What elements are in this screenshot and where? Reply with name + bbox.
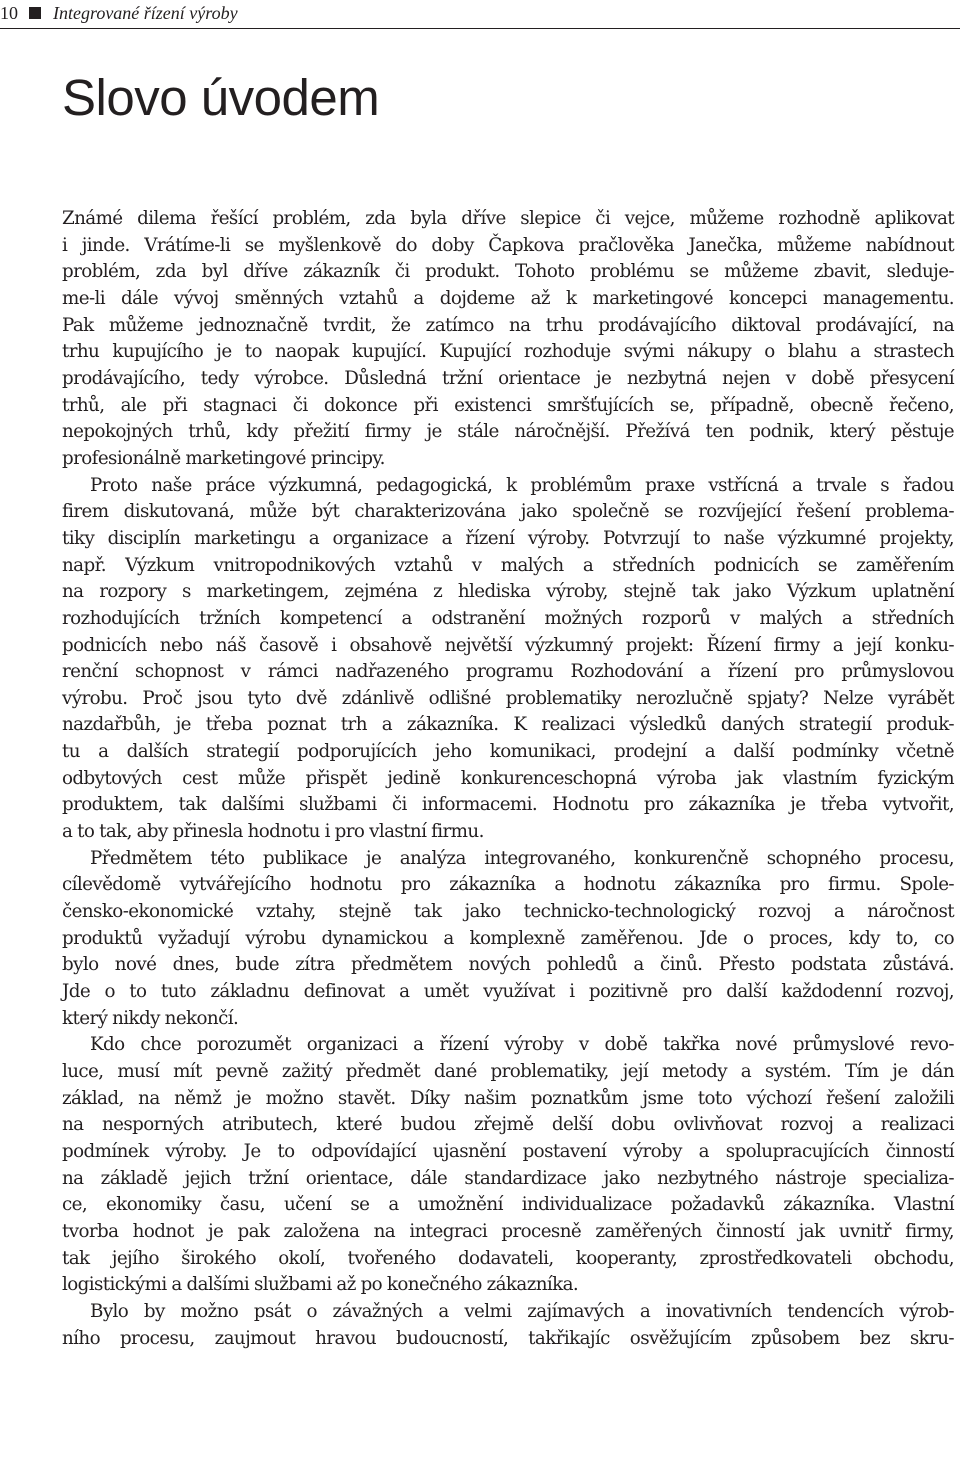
text-line: prodávajícího, tedy výrobce. Důsledná tržní orientace je nezbytná nejen v době přesycení [62, 367, 954, 389]
text-line: cílevědomě vytvářejícího hodnotu pro zákazníka a hodnotu zákazníka pro firmu. Spole- [62, 874, 954, 896]
text-line: ního procesu, zaujmout hravou budoucností, takřikajíc osvěžujícím způsobem bez skru- [62, 1327, 954, 1349]
text-line: podnicích nebo náš časově i obsahově největší výzkumný projekt: Řízení firmy a její konku- [62, 634, 954, 656]
text-line: rozhodujících tržních kompetencí a odstranění možných rozporů v malých a středních [62, 607, 954, 629]
text-line: bylo nové dnes, bude zítra předmětem nových pohledů a činů. Přesto podstata zůstává. [62, 954, 954, 976]
chapter-title: Slovo úvodem [62, 69, 380, 126]
text-line: nazdařbůh, je třeba poznat trh a zákazníka. K realizaci výsledků daných strategií produk- [62, 714, 954, 736]
text-line: např. Výzkum vnitropodnikových vztahů v malých a středních podnicích se zaměřením [62, 554, 954, 576]
text-line: profesionálně marketingové principy. [62, 447, 385, 469]
text-line: který nikdy nekončí. [62, 1007, 239, 1029]
text-line: Předmětem této publikace je analýza integrovaného, konkurenčně schopného procesu, [90, 847, 954, 869]
text-line: firem diskutovaná, může být charakterizována jako společně se rozvíjející řešení problema- [62, 501, 954, 523]
text-line: i jinde. Vrátíme-li se myšlenkově do doby Čapkova pračlověka Janečka, můžeme nabídnout [62, 234, 954, 256]
text-line: logistickými a dalšími službami až po konečného zákazníka. [62, 1274, 579, 1296]
text-line: Kdo chce porozumět organizaci a řízení výroby v době takřka nové průmyslové revo- [90, 1034, 954, 1056]
text-line: trhu kupujícího je to naopak kupující. Kupující rozhoduje svými nákupy o blahu a strastech [62, 341, 954, 363]
text-line: me-li dále vývoj směnných vztahů a dojdeme až k marketingové koncepci managementu. [62, 287, 954, 309]
running-header-title: Integrované řízení výroby [53, 3, 238, 23]
running-header [0, 0, 960, 26]
text-line: nepokojných trhů, kdy přežití firmy je stále náročnější. Přežívá ten podnik, který pěstuje [62, 421, 954, 443]
text-line: ce, ekonomiky času, učení se a umožnění individualizace požadavků zákazníka. Vlastní [62, 1194, 954, 1216]
header-rule [0, 28, 960, 29]
text-line: čensko-ekonomické vztahy, stejně tak jako technicko-technologický rozvoj a náročnost [62, 901, 954, 923]
text-line: a to tak, aby přinesla hodnotu i pro vlastní firmu. [62, 821, 484, 843]
body-text [62, 206, 954, 1352]
text-line: produktem, tak dalšími službami či informacemi. Hodnotu pro zákazníka je třeba vytvořit, [62, 794, 954, 816]
text-line: podmínek výroby. Je to odpovídající ujasnění postavení výroby a spolupracujících činností [62, 1140, 954, 1162]
text-line: Bylo by možno psát o závažných a velmi zajímavých a inovativních tendencích výrob- [90, 1300, 954, 1322]
text-line: Pak můžeme jednoznačně tvrdit, že zatímco na trhu prodávajícího diktoval prodávající, na [62, 314, 954, 336]
text-line: trhů, ale při stagnaci či dokonce při existenci smršťujících se, případně, obecně řečeno, [62, 394, 954, 416]
text-line: produktů vyžadují výrobu dynamickou a komplexně zaměřenou. Jde o proces, kdy to, co [62, 927, 954, 949]
text-line: Známé dilema řešící problém, zda byla dříve slepice či vejce, můžeme rozhodně aplikovat [62, 208, 954, 229]
text-line: na rozpory s marketingem, zejména z hlediska výroby, stejně tak jako Výzkum uplatnění [62, 581, 954, 603]
text-line: tvorba hodnot je pak založena na integraci procesně zaměřených činností jak uvnitř firmy, [62, 1220, 954, 1242]
text-line: odbytových cest může přispět jedině konkurenceschopná výroba jak vlastním fyzickým [62, 767, 954, 789]
text-line: na základě jejich tržní orientace, dále standardizace jako nezbytného nástroje specializa- [62, 1167, 954, 1189]
text-line: základ, na němž je možno stavět. Díky našim poznatkům jsme toto výchozí řešení založili [62, 1087, 954, 1109]
text-line: na nesporných atributech, které budou zřejmě delší dobu ovlivňovat rozvoj a realizaci [62, 1114, 954, 1136]
page-number: 10 [0, 3, 18, 23]
text-line: luce, musí mít pevně zažitý předmět dané problematiky, její metody a systém. Tím je dán [62, 1061, 954, 1082]
text-line: Jde o to tuto základnu definovat a umět využívat i pozitivně pro další každodenní rozvoj, [62, 981, 954, 1003]
text-line: Proto naše práce výzkumná, pedagogická, k problémům praxe vstřícná a trvale s řadou [90, 474, 954, 496]
text-line: tiky disciplín marketingu a organizace a řízení výroby. Potvrzují to naše výzkumné projekty, [62, 527, 954, 549]
text-line: výrobu. Proč jsou tyto dvě zdánlivě odlišné problematiky nerozlučně spjaty? Nelze vyrábět [62, 687, 954, 709]
text-line: tu a dalších strategií podporujících jeho komunikaci, prodejní a další podmínky včetně [62, 741, 954, 763]
text-line: tak jejího širokého okolí, tvořeného dodavateli, kooperanty, zprostředkovateli obchodu, [62, 1247, 954, 1269]
header-square-marker [29, 7, 41, 19]
text-line: problém, zda byl dříve zákazník či produkt. Tohoto problému se můžeme zbavit, sleduje- [62, 261, 954, 283]
text-line: renční schopnost v rámci nadřazeného programu Rozhodování a řízení pro průmyslovou [62, 661, 954, 683]
